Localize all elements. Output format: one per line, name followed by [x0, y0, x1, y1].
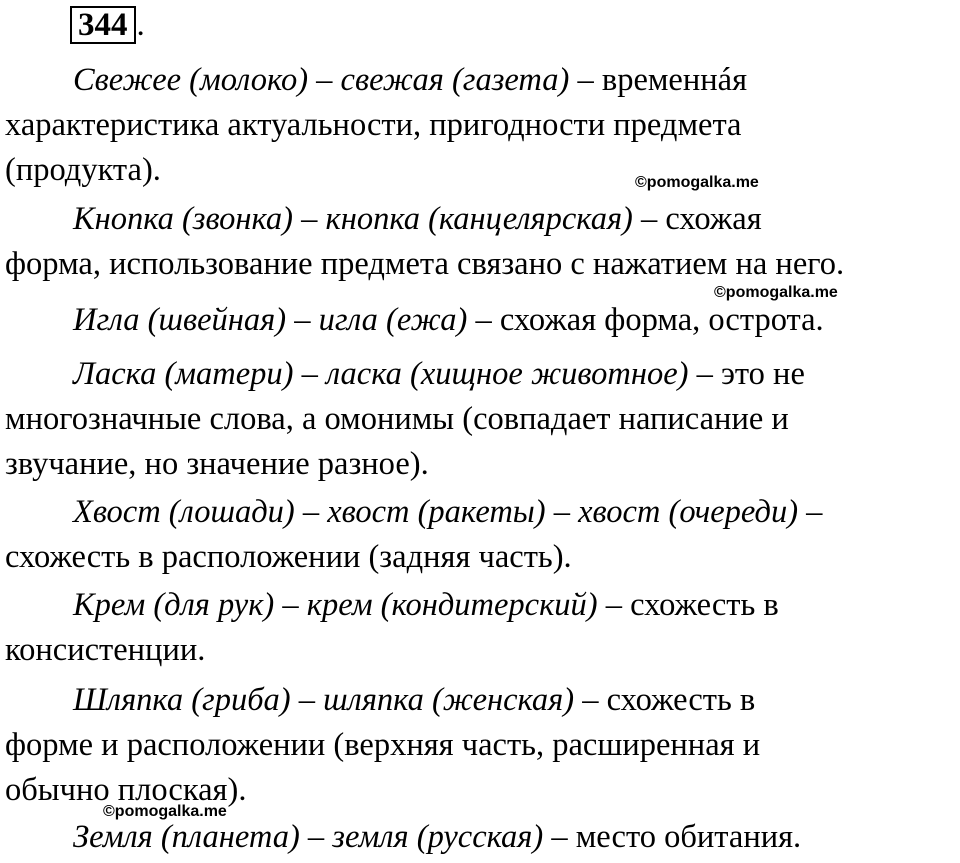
paragraph-line — [5, 583, 960, 628]
explanation-text: форме и расположении (верхняя часть, расширенная и — [5, 727, 761, 763]
explanation-text: – это не — [688, 356, 805, 392]
paragraph-laska — [5, 352, 960, 487]
paragraph-line — [5, 397, 960, 442]
explanation-text: – схожесть в — [574, 682, 756, 718]
example-words: Ласка (матери) – ласка (хищное животное) — [73, 356, 689, 392]
paragraph-line — [5, 535, 960, 580]
explanation-text: обычно плоская). — [5, 772, 247, 808]
paragraph-line — [5, 490, 960, 535]
explanation-text: – — [798, 494, 823, 530]
paragraph-khvost — [5, 490, 960, 580]
explanation-text: – место обитания. — [543, 819, 802, 855]
paragraph-line — [5, 442, 960, 487]
paragraph-shlyapka — [5, 678, 960, 813]
paragraph-svezhee — [5, 58, 960, 193]
paragraph-line — [5, 815, 960, 860]
example-words: Кнопка (звонка) – кнопка (канцелярская) — [73, 201, 633, 237]
paragraph-line — [5, 678, 960, 723]
explanation-text: форма, использование предмета связано с нажатием на него. — [5, 246, 845, 282]
paragraph-knopka — [5, 197, 960, 287]
exercise-number — [70, 6, 145, 44]
explanation-text: – схожая — [632, 201, 762, 237]
paragraph-line — [5, 298, 960, 343]
example-words: Шляпка (гриба) – шляпка (женская) — [73, 682, 575, 718]
example-words: Игла (швейная) – игла (ежа) — [73, 302, 468, 338]
explanation-text: многозначные слова, а омонимы (совпадает написание и — [5, 401, 789, 437]
example-words: Крем (для рук) – крем (кондитерский) — [73, 587, 598, 623]
example-words: Свежее (молоко) – свежая (газета) — [73, 62, 570, 98]
explanation-text: консистенции. — [5, 632, 206, 668]
paragraph-line — [5, 352, 960, 397]
explanation-text: звучание, но значение разное). — [5, 446, 429, 482]
explanation-text: (продукта). — [5, 152, 161, 188]
explanation-text: – временнáя — [569, 62, 748, 98]
paragraph-line — [5, 628, 960, 673]
explanation-text: – схожесть в — [597, 587, 779, 623]
explanation-text: характеристика актуальности, пригодности предмета — [5, 107, 742, 143]
exercise-number-box: 344 — [70, 6, 136, 44]
paragraph-line — [5, 197, 960, 242]
watermark-text: ©pomogalka.me — [635, 174, 759, 191]
watermark-text: ©pomogalka.me — [103, 803, 227, 820]
explanation-text: схожесть в расположении (задняя часть). — [5, 539, 572, 575]
example-words: Земля (планета) – земля (русская) — [73, 819, 544, 855]
exercise-number-dot: . — [136, 6, 145, 43]
watermark-text: ©pomogalka.me — [714, 284, 838, 301]
paragraph-line — [5, 242, 960, 287]
paragraph-line — [5, 148, 960, 193]
paragraph-zemlya — [5, 815, 960, 860]
example-words: Хвост (лошади) – хвост (ракеты) – хвост (очереди) — [73, 494, 799, 530]
paragraph-line — [5, 58, 960, 103]
paragraph-line — [5, 103, 960, 148]
paragraph-igla — [5, 298, 960, 343]
paragraph-line — [5, 723, 960, 768]
explanation-text: – схожая форма, острота. — [467, 302, 824, 338]
paragraph-krem — [5, 583, 960, 673]
